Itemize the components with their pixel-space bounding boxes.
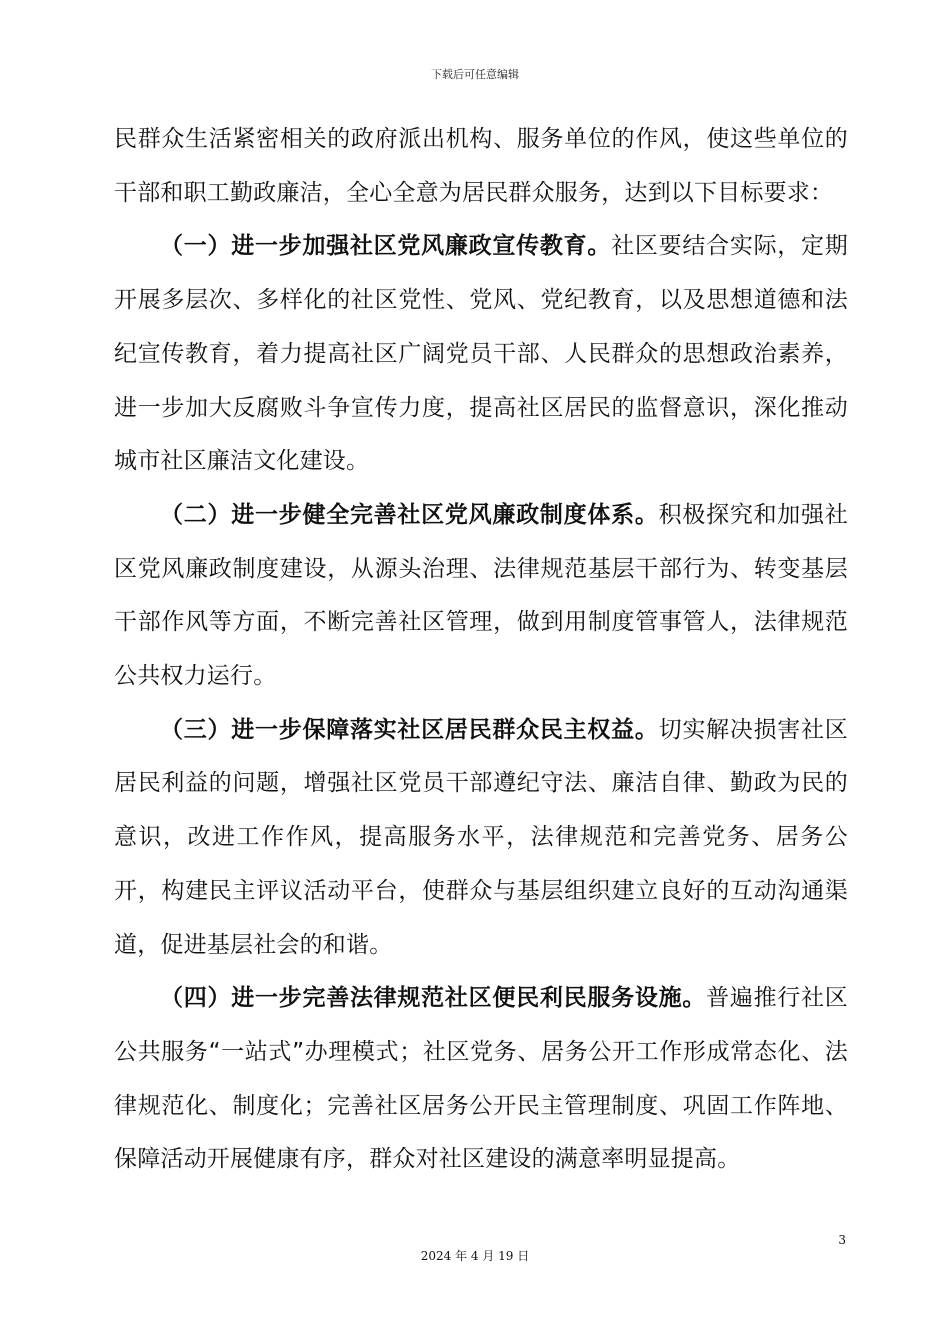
paragraph-3: [114, 704, 848, 973]
paragraph-2: [114, 489, 848, 704]
paragraph-heading: （四）进一步完善法律规范社区便民利民服务设施。: [160, 985, 707, 1012]
paragraph-1: [114, 220, 848, 489]
paragraph-heading: （一）进一步加强社区党风廉政宣传教育。: [160, 233, 612, 260]
paragraph-text: 切实解决损害社区居民利益的问题，增强社区党员干部遵纪守法、廉洁自律、勤政为民的意识，改进工作作风，提高服务水平，法律规范和完善党务、居务公开，构建民主评议活动平台，使群众与基层组织建立良好的互动沟通渠道，促进基层社会的和谐。: [114, 716, 848, 958]
page-number: 3: [838, 1233, 846, 1247]
paragraph-continuation: [114, 113, 848, 220]
paragraph-4: [114, 972, 848, 1187]
paragraph-text: 积极探究和加强社区党风廉政制度建设，从源头治理、法律规范基层干部行为、转变基层干部作风等方面，不断完善社区管理，做到用制度管事管人，法律规范公共权力运行。: [114, 501, 848, 690]
paragraph-text: 普遍推行社区公共服务“一站式”办理模式；社区党务、居务公开工作形成常态化、法律规范化、制度化；完善社区居务公开民主管理制度、巩固工作阵地、保障活动开展健康有序，群众对社区建设的满意率明显提高。: [114, 985, 848, 1173]
paragraph-heading: （三）进一步保障落实社区居民群众民主权益。: [160, 716, 659, 743]
footer-date: 2024 年 4 月 19 日: [420, 1249, 530, 1263]
paragraph-text: 民群众生活紧密相关的政府派出机构、服务单位的作风，使这些单位的干部和职工勤政廉洁，全心全意为居民群众服务，达到以下目标要求：: [114, 126, 848, 206]
page-header: 下载后可任意编辑: [431, 68, 519, 81]
document-body: [114, 113, 848, 1187]
paragraph-heading: （二）进一步健全完善社区党风廉政制度体系。: [160, 501, 659, 528]
paragraph-text: 社区要结合实际，定期开展多层次、多样化的社区党性、党风、党纪教育，以及思想道德和法纪宣传教育，着力提高社区广阔党员干部、人民群众的思想政治素养，进一步加大反腐败斗争宣传力度，提高社区居民的监督意识，深化推动城市社区廉洁文化建设。: [114, 233, 848, 475]
